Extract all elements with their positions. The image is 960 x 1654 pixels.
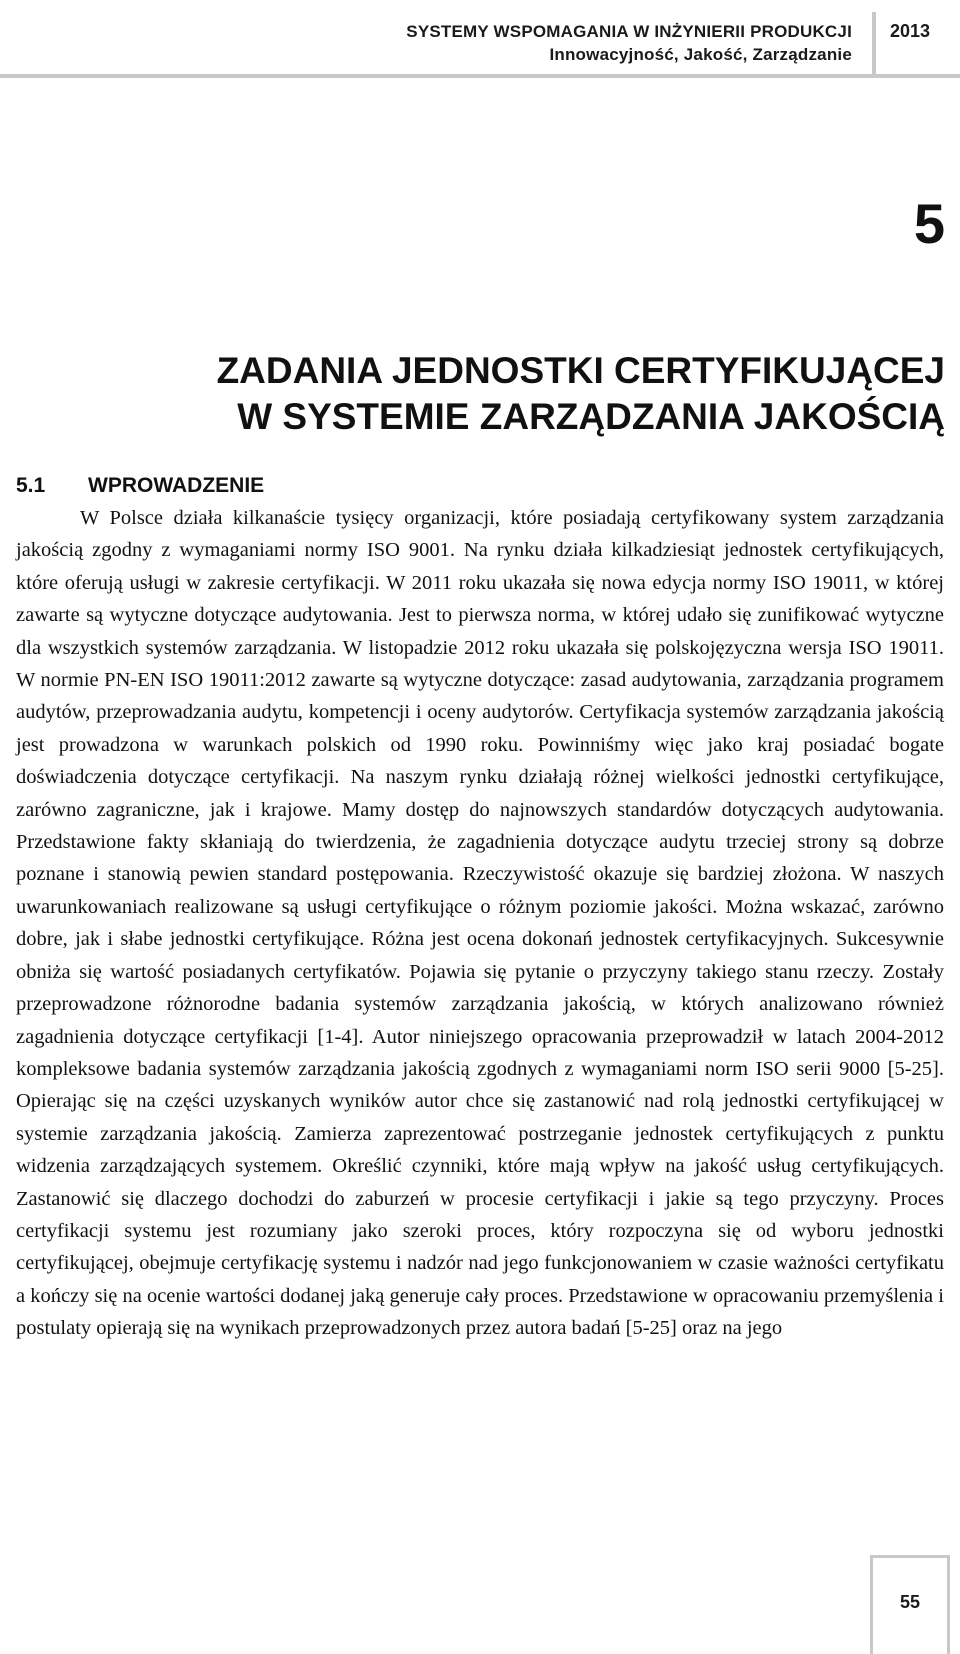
journal-subtitle: Innowacyjność, Jakość, Zarządzanie — [549, 45, 852, 64]
journal-title-block — [406, 20, 852, 66]
section-title: WPROWADZENIE — [88, 474, 265, 497]
chapter-title — [45, 348, 945, 440]
header-vertical-divider — [872, 12, 876, 78]
chapter-title-line-2: W SYSTEMIE ZARZĄDZANIA JAKOŚCIĄ — [237, 396, 945, 437]
journal-year: 2013 — [890, 21, 931, 41]
page-number: 55 — [899, 1592, 921, 1612]
header-horizontal-divider — [0, 74, 960, 78]
journal-title: SYSTEMY WSPOMAGANIA W INŻYNIERII PRODUKCJI — [406, 22, 852, 41]
section-number: 5.1 — [16, 474, 46, 497]
chapter-number: 5 — [913, 192, 945, 255]
chapter-title-line-1: ZADANIA JEDNOSTKI CERTYFIKUJĄCEJ — [216, 350, 945, 391]
running-header — [0, 0, 960, 80]
page-number-box — [870, 1555, 950, 1654]
section-heading — [16, 472, 264, 500]
body-paragraph: W Polsce działa kilkanaście tysięcy organizacji, które posiadają certyfikowany system zarządzania jakością zgodny z wymaganiami normy ISO 9001. Na rynku działa kilkadziesiąt jednostek certyfikujących, które oferują usługi w zakresie certyfikacji. W 2011 roku ukazała się nowa edycja normy ISO 19011, w której zawarte są wytyczne dotyczące audytowania. Jest to pierwsza norma, w której udało się zunifikować wytyczne dla wszystkich systemów zarządzania. W listopadzie 2012 roku ukazała się polskojęzyczna wersja ISO 19011. W normie PN-EN ISO 19011:2012 zawarte są wytyczne dotyczące: zasad audytowania, zarządzania programem audytów, przeprowadzania audytu, kompetencji i oceny audytorów. Certyfikacja systemów zarządzania jakością jest prowadzona w warunkach polskich od 1990 roku. Powinniśmy więc jako kraj posiadać bogate doświadczenia dotyczące certyfikacji. Na naszym rynku działają różnej wielkości jednostki certyfikujące, zarówno zagraniczne, jak i krajowe. Mamy dostęp do najnowszych standardów dotyczących audytowania. Przedstawione fakty skłaniają do twierdzenia, że zagadnienia dotyczące audytu trzeciej strony są dobrze poznane i stanowią pewien standard postępowania. Rzeczywistość okazuje się bardziej złożona. W naszych uwarunkowaniach realizowane są usługi certyfikujące o różnym poziomie jakości. Można wskazać, zarówno dobre, jak i słabe jednostki certyfikujące. Różna jest ocena dokonań jednostek certyfikacyjnych. Sukcesywnie obniża się wartość posiadanych certyfikatów. Pojawia się pytanie o przyczyny takiego stanu rzeczy. Zostały przeprowadzone różnorodne badania systemów zarządzania jakością, w których analizowano również zagadnienia dotyczące certyfikacji [1-4]. Autor niniejszego opracowania przeprowadził w latach 2004-2012 kompleksowe badania systemów zarządzania jakością zgodnych z wymaganiami norm ISO serii 9000 [5-25]. Opierając się na części uzyskanych wyników autor chce się zastanowić nad rolą jednostki certyfikującej w systemie zarządzania jakością. Zamierza zaprezentować postrzeganie jednostek certyfikujących z punktu widzenia zarządzających systemem. Określić czynniki, które mają wpływ na jakość usług certyfikujących. Zastanowić się dlaczego dochodzi do zaburzeń w procesie certyfikacji i jakie są tego przyczyny. Proces certyfikacji systemu jest rozumiany jako szeroki proces, który rozpoczyna się od wyboru jednostki certyfikującej, obejmuje certyfikację systemu i nadzór nad jego funkcjonowaniem w czasie ważności certyfikatu a kończy się na ocenie wartości dodanej jaką generuje cały proces. Przedstawione w opracowaniu przemyślenia i postulaty opierają się na wynikach przeprowadzonych przez autora badań [5-25] oraz na jego — [16, 507, 944, 1340]
